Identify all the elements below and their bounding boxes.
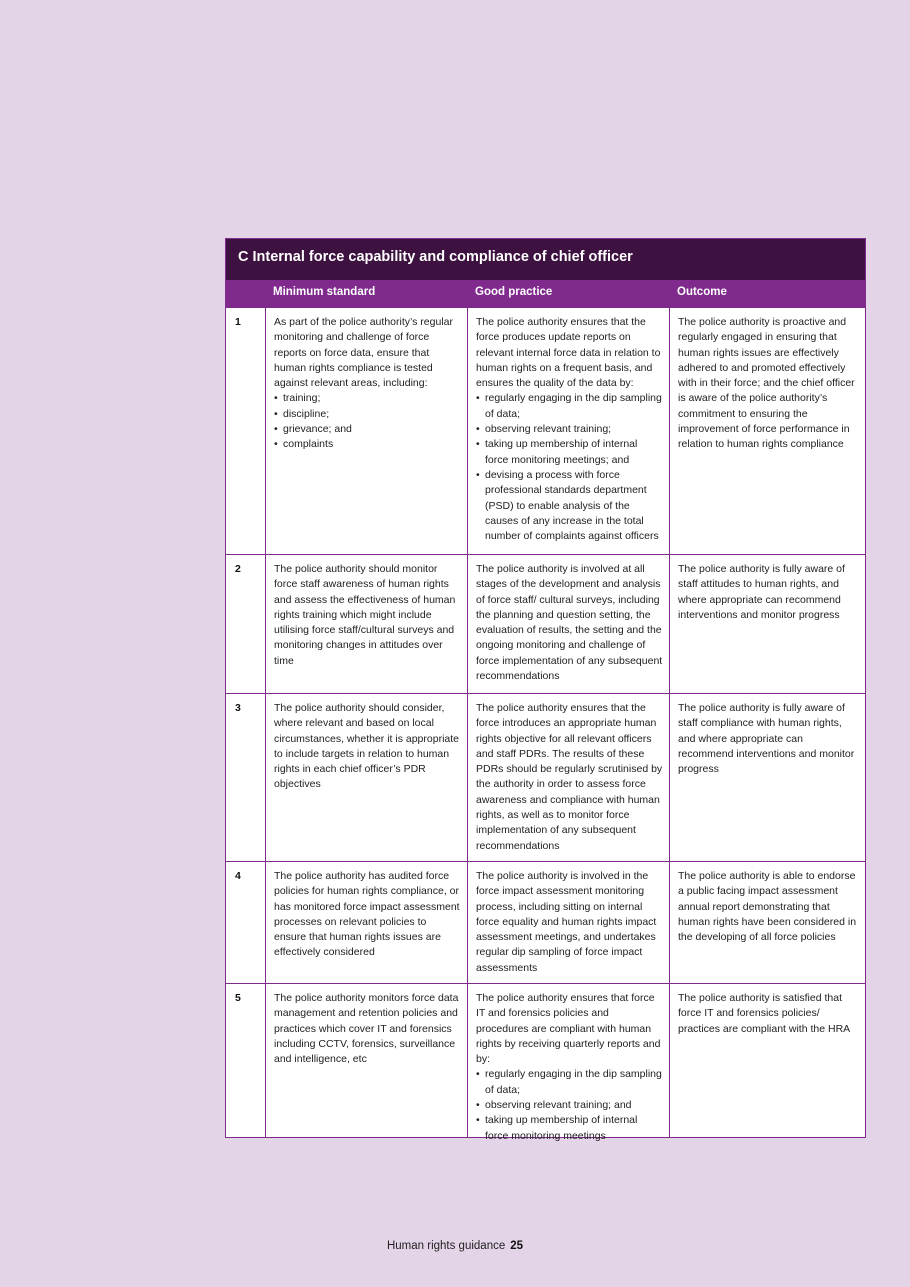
cell-text: The police authority is involved in the force impact assessment monitoring process, including sitting on internal force equality and human rights impact assessment meetings, and undertakes regular dip sampling of force impact assessments [476,870,657,974]
outcome-cell [669,862,865,983]
bullet-item: • regularly engaging in the dip sampling of data; [476,1067,663,1098]
good-practice-cell [467,984,669,1142]
header-minimum-standard: Minimum standard [273,286,376,298]
table-row [226,307,865,554]
minimum-standard-cell [265,308,467,554]
cell-text: The police authority ensures that the force produces update reports on relevant internal force data in relation to human rights on a frequent basis, and ensures the quality of the data by: [476,316,661,390]
standards-table [225,238,866,1142]
cell-text: The police authority ensures that the force introduces an appropriate human rights objective for all relevant officers and staff PDRs. The results of these PDRs should be regularly scrutinised by the authority in order to assess force awareness and compliance with human rights, as well as to monitor force implementation of any subsequent recommendations [476,702,663,852]
table-row [226,861,865,983]
cell-text: The police authority is able to endorse a public facing impact assessment annual report demonstrating that human rights have been considered in the developing of all force policies [678,870,857,944]
cell-text: The police authority ensures that force IT and forensics policies and procedures are compliant with human rights by receiving quarterly reports and by: [476,992,661,1066]
table-body [226,307,865,1142]
page-footer [0,1240,910,1252]
good-practice-cell [467,694,669,861]
header-outcome: Outcome [677,286,727,298]
bullet-list [476,1067,663,1143]
table-row [226,554,865,693]
bullet-list [274,391,461,452]
minimum-standard-cell [265,694,467,861]
bullet-item: • training; [274,391,461,406]
row-number: 1 [235,316,241,328]
cell-text: The police authority monitors force data management and retention policies and practices which cover IT and forensics including CCTV, forensics, surveillance and intelligence, etc [274,992,459,1066]
bullet-item: • observing relevant training; [476,422,663,437]
footer-label: Human rights guidance [386,1240,506,1252]
bullet-item: • observing relevant training; and [476,1098,663,1113]
outcome-cell [669,694,865,861]
row-number: 2 [235,563,241,575]
cell-text: The police authority has audited force policies for human rights compliance, or has monitored force impact assessment processes on relevant policies to ensure that human rights issues are effectively considered [274,870,460,959]
table-row [226,693,865,861]
cell-text: The police authority is fully aware of staff attitudes to human rights, and where appropriate can recommend interventions and monitor progress [678,563,845,621]
bullet-item: • taking up membership of internal force monitoring meetings; and [476,437,663,468]
outcome-cell [669,308,865,554]
bullet-list [476,391,663,544]
cell-text: The police authority is fully aware of staff compliance with human rights, and where appropriate can recommend interventions and monitor progress [678,702,855,776]
minimum-standard-cell [265,862,467,983]
outcome-cell [669,984,865,1137]
good-practice-cell [467,862,669,983]
bullet-item: • discipline; [274,407,461,422]
bullet-item: • complaints [274,437,461,452]
cell-text: The police authority should monitor force staff awareness of human rights and assess the effectiveness of human rights training which might include utilising force staff/cultural surveys and monitoring changes in attitudes over time [274,563,456,667]
minimum-standard-cell [265,555,467,693]
header-number [226,280,265,307]
table-header-row [226,280,865,307]
row-number: 5 [235,992,241,1004]
table-title: C Internal force capability and compliance of chief officer [226,239,865,280]
good-practice-cell [467,555,669,693]
cell-text: The police authority should consider, where relevant and based on local circumstances, whether it is appropriate to include targets in relation to human rights in each chief officer’s PDR objectives [274,702,459,791]
table-row [226,983,865,1142]
minimum-standard-cell [265,984,467,1137]
page-number: 25 [510,1240,524,1252]
cell-text: The police authority is involved at all stages of the development and analysis of force staff/ cultural surveys, including the planning and question setting, the evaluation of results, the setting and the ongoing monitoring and challenge of force implementation of any subsequent recommendations [476,563,663,683]
bullet-item: • grievance; and [274,422,461,437]
row-number: 3 [235,702,241,714]
header-good-practice: Good practice [475,286,553,298]
row-number: 4 [235,870,241,882]
bullet-item: • devising a process with force professional standards department (PSD) to enable analysis of the causes of any increase in the total number of complaints against officers [476,468,663,544]
cell-text: The police authority is satisfied that force IT and forensics policies/ practices are compliant with the HRA [678,992,851,1035]
good-practice-cell [467,308,669,554]
cell-text: The police authority is proactive and regularly engaged in ensuring that human rights issues are effectively adhered to and promoted effectively with in their force; and the chief officer is aware of the police authority’s commitment to ensuring the improvement of force performance in relation to human rights compliance [678,316,855,451]
outcome-cell [669,555,865,693]
bullet-item: • taking up membership of internal force monitoring meetings [476,1113,663,1144]
cell-text: As part of the police authority’s regular monitoring and challenge of force reports on force data, ensure that human rights compliance is tested against relevant areas, including: [274,316,453,390]
bullet-item: • regularly engaging in the dip sampling of data; [476,391,663,422]
